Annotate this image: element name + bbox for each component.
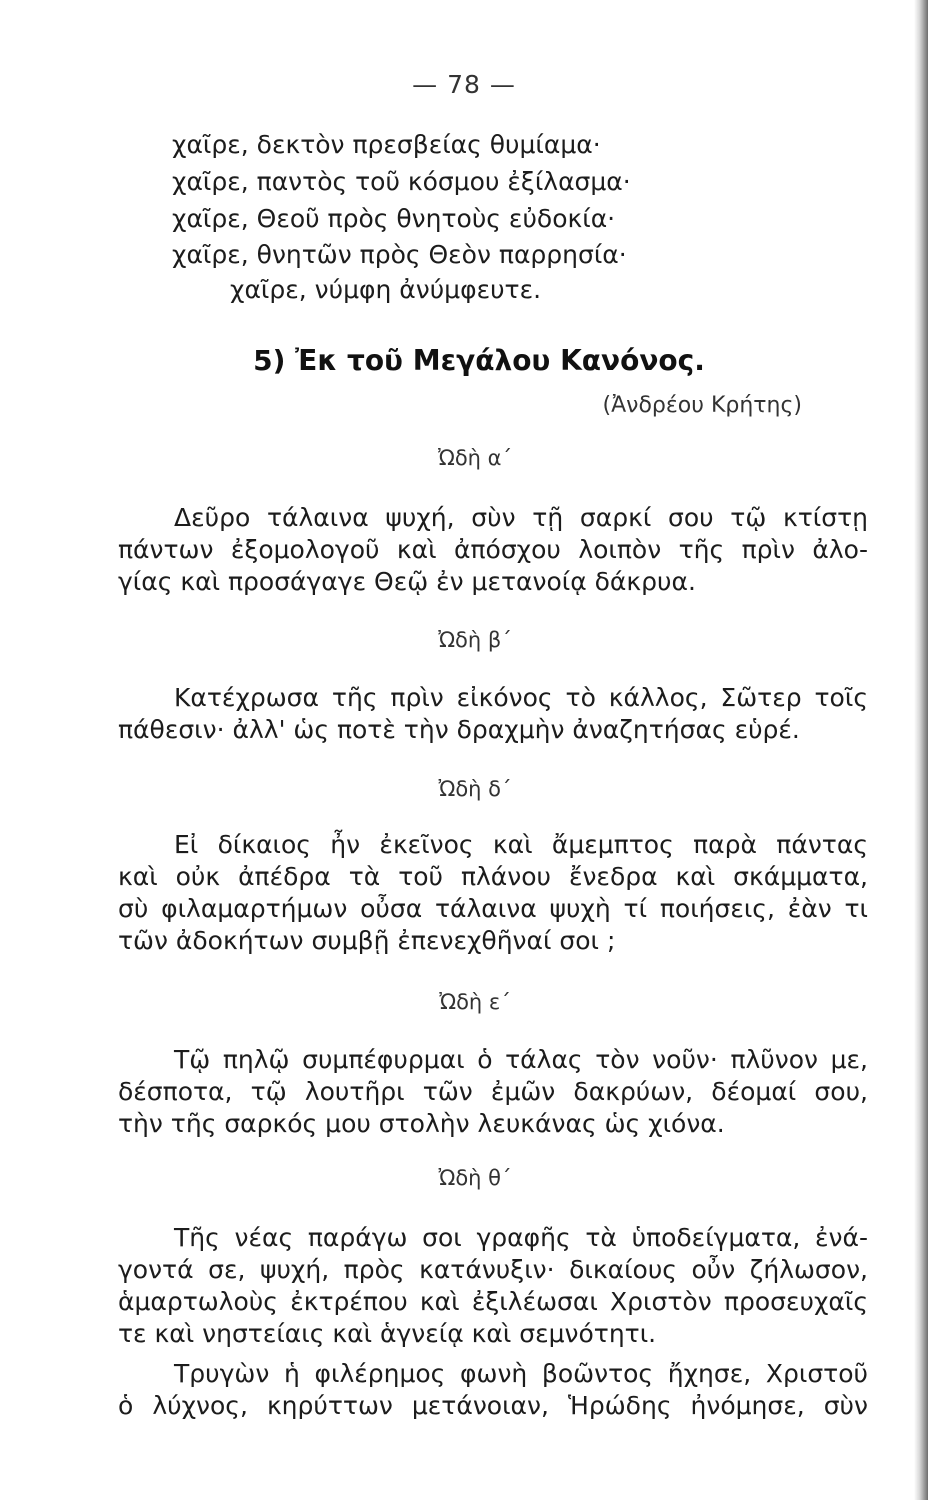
ode-heading: Ὠδὴ ε΄ xyxy=(439,990,511,1014)
section-title: 5) Ἐκ τοῦ Μεγάλου Κανόνος. xyxy=(253,344,705,377)
ode-heading: Ὠδὴ β΄ xyxy=(438,628,512,652)
ode-paragraph xyxy=(118,1044,868,1140)
ode-line: τὴν τῆς σαρκός μου στολὴν λευκάνας ὡς χιόνα. xyxy=(118,1109,725,1138)
ode-line: δέσποτα, τῷ λουτῆρι τῶν ἐμῶν δακρύων, δέομαί σου, xyxy=(118,1077,868,1106)
ode-line: Τῆς νέας παράγω σοι γραφῆς τὰ ὑποδείγματα, ἐνά- xyxy=(174,1223,868,1252)
ode-paragraph xyxy=(118,502,868,598)
section-attribution: (Ἀνδρέου Κρήτης) xyxy=(602,393,802,418)
stanza-line: χαῖρε, δεκτὸν πρεσβείας θυμίαμα· xyxy=(172,130,601,159)
ode-line: Τῷ πηλῷ συμπέφυρμαι ὁ τάλας τὸν νοῦν· πλῦνον με, xyxy=(174,1045,868,1074)
ode-paragraph xyxy=(118,1222,868,1350)
ode-line: ἁμαρτωλοὺς ἐκτρέπου καὶ ἐξιλέωσαι Χριστὸν προσευχαῖς xyxy=(118,1287,868,1316)
ode-heading: Ὠδὴ δ΄ xyxy=(438,777,512,801)
ode-heading: Ὠδὴ θ΄ xyxy=(438,1166,512,1190)
paragraph-line: Τρυγὼν ἡ φιλέρημος φωνὴ βοῶντος ἤχησε, Χριστοῦ xyxy=(174,1359,868,1388)
ode-line: πάθεσιν· ἀλλ' ὡς ποτὲ τὴν δραχμὴν ἀναζητήσας εὑρέ. xyxy=(118,715,800,744)
ode-line: πάντων ἐξομολογοῦ καὶ ἀπόσχου λοιπὸν τῆς πρὶν ἀλο- xyxy=(118,535,868,564)
stanza-line: χαῖρε, θνητῶν πρὸς Θεὸν παρρησία· xyxy=(172,240,627,269)
ode-line: Κατέχρωσα τῆς πρὶν εἰκόνος τὸ κάλλος, Σῶτερ τοῖς xyxy=(174,683,868,712)
stanza-line: χαῖρε, νύμφη ἀνύμφευτε. xyxy=(230,275,542,304)
page-edge-shadow xyxy=(914,0,928,1500)
ode-line: Εἰ δίκαιος ἦν ἐκεῖνος καὶ ἄμεμπτος παρὰ πάντας xyxy=(174,830,868,859)
stanza-line: χαῖρε, Θεοῦ πρὸς θνητοὺς εὐδοκία· xyxy=(172,204,616,233)
paragraph-line: ὁ λύχνος, κηρύττων μετάνοιαν, Ἡρώδης ἠνόμησε, σὺν xyxy=(118,1391,868,1420)
ode-heading: Ὠδὴ α΄ xyxy=(437,446,513,470)
ode-line: τε καὶ νηστείαις καὶ ἁγνείᾳ καὶ σεμνότητι. xyxy=(118,1319,657,1348)
ode-line: γίας καὶ προσάγαγε Θεῷ ἐν μετανοίᾳ δάκρυα. xyxy=(118,567,696,596)
ode-line: σὺ φιλαμαρτήμων οὖσα τάλαινα ψυχὴ τί ποιήσεις, ἐὰν τι xyxy=(118,894,868,923)
ode-line: καὶ οὐκ ἀπέδρα τὰ τοῦ πλάνου ἔνεδρα καὶ σκάμματα, xyxy=(118,862,868,891)
ode-paragraph xyxy=(118,829,868,957)
stanza-line: χαῖρε, παντὸς τοῦ κόσμου ἐξίλασμα· xyxy=(172,167,631,196)
ode-line: γοντά σε, ψυχή, πρὸς κατάνυξιν· δικαίους οὖν ζήλωσον, xyxy=(118,1255,868,1284)
ode-paragraph xyxy=(118,682,868,746)
ode-line: τῶν ἀδοκήτων συμβῇ ἐπενεχθῆναί σοι ; xyxy=(118,926,616,955)
page-number: — 78 — xyxy=(412,70,516,99)
trailing-paragraph xyxy=(118,1358,868,1422)
ode-line: Δεῦρο τάλαινα ψυχή, σὺν τῇ σαρκί σου τῷ κτίστῃ xyxy=(174,503,868,532)
